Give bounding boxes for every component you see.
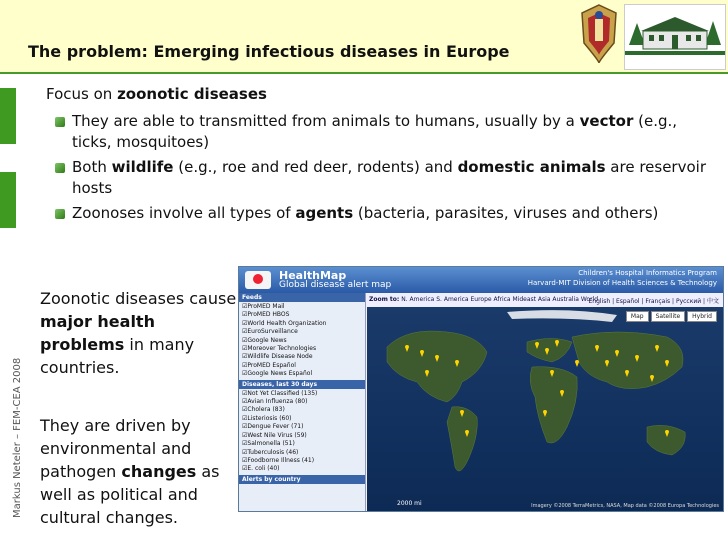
bullet-text: Both [72, 158, 112, 176]
satellite-button[interactable]: Satellite [651, 311, 686, 322]
author-credit: Markus Neteler – FEM-CEA 2008 [12, 357, 23, 518]
bullet-icon [55, 163, 65, 173]
bullet-list [46, 111, 716, 224]
drivers-text: They are driven by environmental and pathogen changes as well as political and cultural changes. [40, 416, 220, 527]
world-map[interactable] [367, 307, 723, 511]
healthmap-org: Harvard-MIT Division of Health Sciences & Technology [527, 279, 717, 287]
map-credit: Imagery ©2008 TerraMetrics, NASA, Map data ©2008 Europa Technologies [531, 503, 719, 509]
accent-strip [0, 88, 16, 144]
healthmap-logo-icon [245, 271, 271, 289]
alerts-header: Alerts by country [239, 475, 365, 484]
bullet-emphasis: vector [579, 112, 634, 130]
bullet-text: They are able to transmitted from animals to humans, usually by a [72, 112, 580, 130]
language-links[interactable]: English | Español | Français | Русский | 中文 [588, 298, 719, 305]
feed-checkbox[interactable]: ☑ EuroSurveillance [242, 328, 362, 336]
bullet-text: (e.g., roe and red deer, rodents) and [173, 158, 458, 176]
bullet-text: (bacteria, parasites, viruses and others) [353, 204, 659, 222]
feed-checkbox[interactable]: ☑ Moreover Technologies [242, 345, 362, 353]
alert-marker-icon[interactable] [575, 360, 579, 367]
feed-checkbox[interactable]: ☑ Wildlife Disease Node [242, 353, 362, 361]
healthmap-header [239, 267, 723, 293]
bullet-text: Zoonoses involve all types of [72, 204, 296, 222]
bullet-icon [55, 209, 65, 219]
bullet-item [72, 203, 716, 224]
disease-checkbox[interactable]: ☑ Foodborne Illness (41) [242, 457, 362, 465]
healthmap-screenshot [238, 266, 724, 512]
bullet-text: are reservoir hosts [72, 158, 706, 197]
accent-strip [0, 172, 16, 228]
disease-checkbox[interactable]: ☑ Not Yet Classified (135) [242, 390, 362, 398]
institute-logo-icon [624, 4, 726, 70]
bullet-item [72, 111, 716, 153]
map-scale: 2000 mi [397, 500, 422, 507]
feed-checkbox[interactable]: ☑ ProMED Mail [242, 303, 362, 311]
bullet-emphasis: agents [295, 204, 354, 222]
healthmap-org: Children's Hospital Informatics Program [578, 269, 717, 277]
zoonotic-impact-text: Zoonotic diseases cause major health problems in many countries. [40, 289, 237, 377]
drivers-emphasis: changes [121, 462, 197, 481]
healthmap-sidebar [239, 293, 366, 511]
disease-checkbox[interactable]: ☑ Salmonella (51) [242, 440, 362, 448]
bullet-icon [55, 117, 65, 127]
impact-emphasis: major health problems [40, 312, 155, 354]
feeds-header: Feeds [239, 293, 365, 302]
diseases-list[interactable] [239, 389, 365, 475]
focus-prefix: Focus on [46, 85, 118, 103]
disease-checkbox[interactable]: ☑ E. coli (40) [242, 465, 362, 473]
hybrid-button[interactable]: Hybrid [687, 311, 717, 322]
feed-checkbox[interactable]: ☑ ProMED Español [242, 362, 362, 370]
healthmap-toolbar [367, 293, 723, 308]
zoom-links[interactable]: Zoom to: N. America S. America Europe Africa Mideast Asia Australia World [369, 296, 599, 303]
focus-topic: zoonotic diseases [117, 85, 267, 103]
main-content [46, 84, 716, 228]
feeds-list[interactable] [239, 302, 365, 380]
healthmap-title: HealthMap [279, 269, 347, 282]
feed-checkbox[interactable]: ☑ ProMED HBOS [242, 311, 362, 319]
disease-checkbox[interactable]: ☑ Cholera (83) [242, 406, 362, 414]
feed-checkbox[interactable]: ☑ Google News [242, 337, 362, 345]
focus-line [46, 84, 716, 105]
bullet-text: (e.g., ticks, mosquitoes) [72, 112, 678, 151]
map-button[interactable]: Map [626, 311, 649, 322]
disease-checkbox[interactable]: ☑ Avian Influenza (80) [242, 398, 362, 406]
disease-checkbox[interactable]: ☑ Tuberculosis (46) [242, 449, 362, 457]
disease-checkbox[interactable]: ☑ West Nile Virus (59) [242, 432, 362, 440]
healthmap-subtitle: Global disease alert map [279, 280, 392, 290]
map-type-buttons[interactable] [624, 311, 717, 322]
bullet-emphasis: wildlife [111, 158, 174, 176]
disease-checkbox[interactable]: ☑ Dengue Fever (71) [242, 423, 362, 431]
diseases-header: Diseases, last 30 days [239, 380, 365, 389]
feed-checkbox[interactable]: ☑ World Health Organization [242, 320, 362, 328]
bullet-emphasis: domestic animals [457, 158, 606, 176]
disease-checkbox[interactable]: ☑ Listeriosis (60) [242, 415, 362, 423]
world-map-graphic [367, 307, 723, 511]
crest-logo-icon [578, 3, 620, 65]
bullet-item [72, 157, 716, 199]
feed-checkbox[interactable]: ☑ Google News Español [242, 370, 362, 378]
slide-title: The problem: Emerging infectious diseases in Europe [28, 42, 510, 61]
